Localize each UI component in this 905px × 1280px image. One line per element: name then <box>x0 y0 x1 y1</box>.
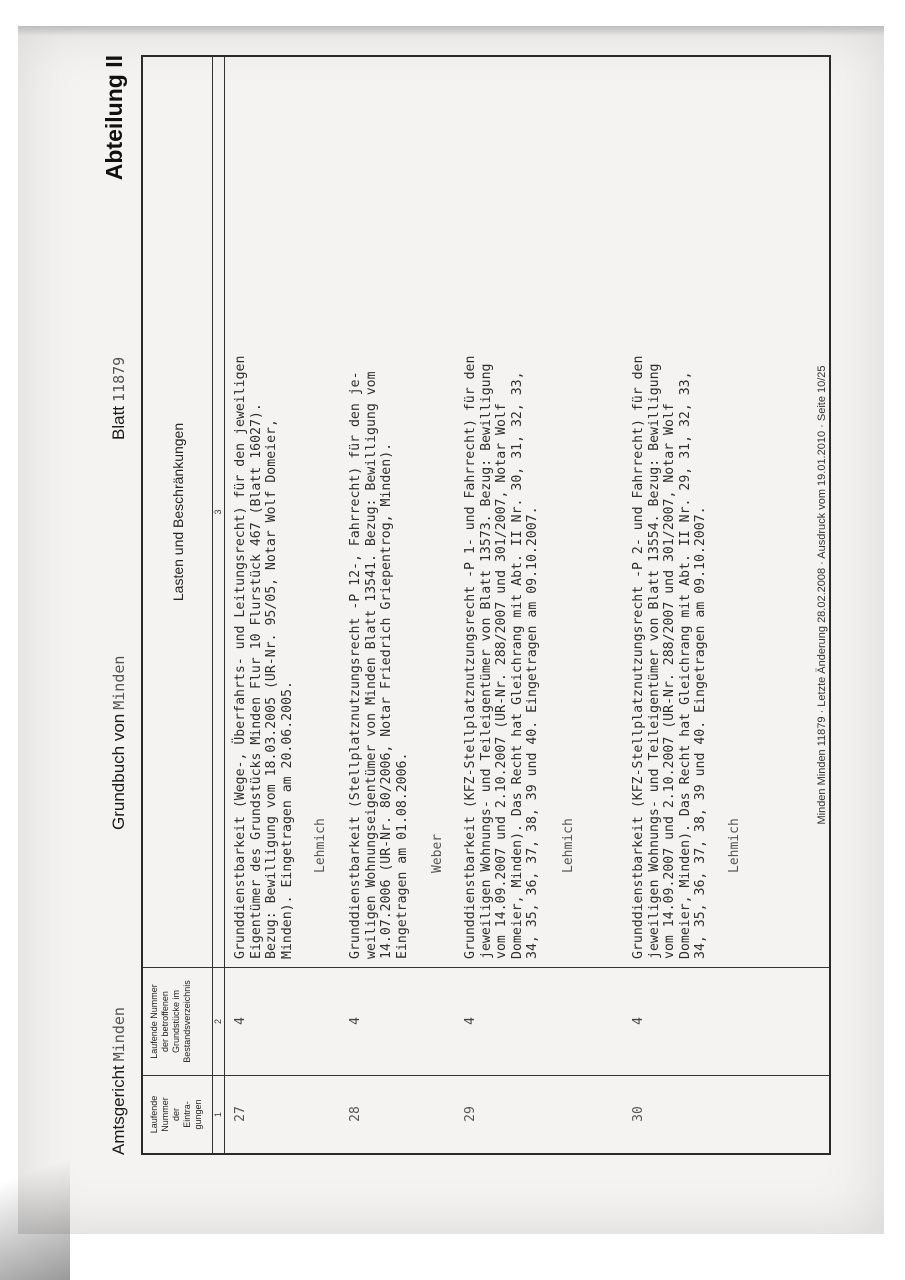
column-divider <box>225 967 829 968</box>
entry-line: Domeier, Minden). Das Recht hat Gleichrang mit Abt. II Nr. 29, 31, 32, 33, <box>677 371 693 959</box>
ledger-table <box>141 55 831 1155</box>
signature: Lehmich <box>561 818 576 873</box>
entry-line: vom 14.09.2007 und 2.10.2007 (UR-Nr. 288/2007 und 301/2007, Notar Wolf <box>494 403 509 959</box>
entry-text <box>631 69 709 959</box>
entry-number: 28 <box>348 1106 363 1122</box>
grundbuch-label: Grundbuch von <box>109 713 128 830</box>
header-line: Laufende <box>149 1095 159 1134</box>
header-line: der <box>171 1108 181 1122</box>
entry-line: Eigentümer des Grundstücks Minden Flur 10 Flurstück 467 (Blatt 16027). <box>248 403 264 959</box>
court-value: Minden <box>110 1007 128 1062</box>
entry-number: 29 <box>463 1106 478 1122</box>
signature: Lehmich <box>727 818 742 873</box>
blatt-label: Blatt <box>109 405 128 440</box>
header-line: Nummer <box>160 1097 170 1132</box>
page-header <box>99 55 141 1155</box>
grundbuch-value: Minden <box>110 655 128 710</box>
rotated-document <box>99 55 839 1155</box>
entry-line: Domeier, Minden). Das Recht hat Gleichrang mit Abt. II Nr. 30, 31, 32, 33, <box>509 371 525 959</box>
entry-line: Grunddienstbarkeit (Stellplatznutzungsrecht -P 12-, Fahrrecht) für den je- <box>348 371 363 959</box>
header-line: der betroffenen <box>160 991 170 1052</box>
entry-line: Bezug: Bewilligung vom 18.03.2005 (UR-Nr. 95/05, Notar Wolf Domeier, <box>264 419 279 959</box>
column-number-1: 1 <box>213 1075 225 1153</box>
scan-edge-shadow <box>18 26 884 36</box>
entry-line: jeweiligen Wohnungs- und Teileigentümer von Blatt 13554. Bezug: Bewilligung <box>646 363 662 959</box>
signature: Lehmich <box>313 818 328 873</box>
blatt-heading <box>109 357 129 440</box>
entry-text <box>463 69 541 959</box>
entry-line: 34, 35, 36, 37, 38, 39 und 40. Eingetragen am 09.10.2007. <box>525 506 540 959</box>
plot-number: 4 <box>463 1017 478 1025</box>
header-line: Eintra- <box>182 1101 192 1128</box>
header-line: Laufende Nummer <box>149 984 159 1059</box>
entry-number: 27 <box>233 1106 248 1122</box>
entry-line: Grunddienstbarkeit (KFZ-Stellplatznutzungsrecht -P 1- und Fahrrecht) für den <box>463 355 478 959</box>
column-number-2: 2 <box>213 967 225 1075</box>
entry-line: Minden). Eingetragen am 20.06.2005. <box>279 681 295 959</box>
plot-number: 4 <box>233 1017 248 1025</box>
column-header-encumbrances: Lasten und Beschränkungen <box>143 57 213 967</box>
court-label: Amtsgericht <box>109 1065 128 1155</box>
signature: Weber <box>430 833 445 873</box>
entry-line: 14.07.2006 (UR-Nr. 80/2006, Notar Friedrich Griepentrog, Minden). <box>379 442 394 959</box>
entry-text <box>233 69 295 959</box>
grundbuch-heading <box>109 656 129 830</box>
court-heading <box>109 1007 129 1155</box>
header-line: Bestandsverzeichnis <box>182 980 192 1063</box>
entry-line: weiligen Wohnungseigentümer von Minden Blatt 13541. Bezug: Bewilligung vom <box>363 371 379 959</box>
header-line: gungen <box>193 1099 203 1130</box>
plot-number: 4 <box>631 1017 646 1025</box>
column-header-plot-number <box>143 967 213 1075</box>
header-line: Grundstücke im <box>171 989 181 1054</box>
section-title: Abteilung II <box>101 55 127 181</box>
column-divider <box>225 1075 829 1076</box>
column-number-3: 3 <box>213 57 225 967</box>
scan-corner-shadow <box>0 1130 70 1280</box>
entry-number: 30 <box>631 1106 646 1122</box>
entry-line: jeweiligen Wohnungs- und Teileigentümer von Blatt 13573. Bezug: Bewilligung <box>478 363 494 959</box>
entry-line: 34, 35, 36, 37, 38, 39 und 40. Eingetragen am 09.10.2007. <box>693 506 708 959</box>
page-footer: Minden Minden 11879 · Letzte Änderung 28.02.2008 · Ausdruck vom 19.01.2010 · Seite 10/25 <box>816 365 828 825</box>
column-header-entry-number <box>143 1075 213 1153</box>
entry-line: Grunddienstbarkeit (Wege-, Überfahrts- und Leitungsrecht) für den jeweiligen <box>233 355 248 959</box>
blatt-value: 11879 <box>110 356 128 402</box>
entry-line: Grunddienstbarkeit (KFZ-Stellplatznutzungsrecht -P 2- und Fahrrecht) für den <box>631 355 646 959</box>
entry-line: Eingetragen am 01.08.2006. <box>394 752 410 959</box>
entry-text <box>348 69 410 959</box>
entry-line: vom 14.09.2007 und 2.10.2007 (UR-Nr. 288/2007 und 301/2007, Notar Wolf <box>662 403 677 959</box>
plot-number: 4 <box>348 1017 363 1025</box>
